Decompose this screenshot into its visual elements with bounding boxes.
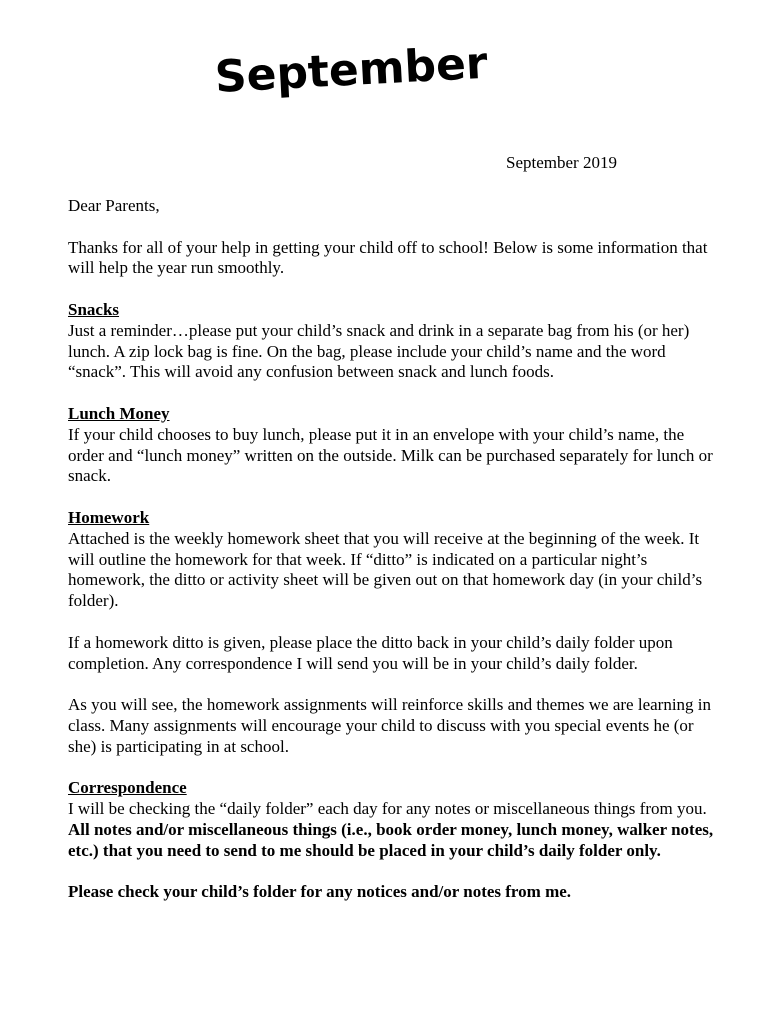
snacks-text: Just a reminder…please put your child’s snack and drink in a separate bag from his (or her) lunch. A zip lock bag is fine. On the bag, please include your child’s name and the word “snack”. This will avoid any confusion between snack and lunch foods. — [68, 320, 690, 382]
correspondence-text: I will be checking the “daily folder” each day for any notes or miscellaneous things from you. — [68, 799, 707, 819]
snacks-heading: Snacks — [68, 299, 120, 319]
september-banner-title: September — [213, 37, 489, 103]
homework-paragraph-2: If a homework ditto is given, please place the ditto back in your child’s daily folder upon completion. Any correspondence I will send you will be in your child’s daily folder. — [68, 632, 673, 673]
letter-date: September 2019 — [506, 153, 617, 172]
homework-paragraph-3: As you will see, the homework assignments will reinforce skills and themes we are learning in class. Many assignments will encourage your child to discuss with you special events he (or she) is participating in at school. — [68, 695, 712, 756]
letter-body — [68, 196, 718, 924]
correspondence-heading: Correspondence — [68, 778, 187, 798]
homework-heading: Homework — [68, 507, 150, 527]
homework-text: Attached is the weekly homework sheet that you will receive at the beginning of the week. It will outline the homework for that week. If “ditto” is indicated on a particular night’s homework, the ditto or activity sheet will be given out on that homework day (in your child’s folder). — [68, 528, 703, 611]
lunch-money-section — [68, 404, 718, 487]
greeting: Dear Parents, — [68, 196, 160, 215]
snacks-section — [68, 300, 718, 383]
lunch-money-text: If your child chooses to buy lunch, please put it in an envelope with your child’s name, the order and “lunch money” written on the outside. Milk can be purchased separately for lunch or snack. — [68, 424, 713, 486]
correspondence-bold-text: All notes and/or miscellaneous things (i.e., book order money, lunch money, walker notes, etc.) that you need to send to me should be placed in your child’s daily folder only. — [68, 819, 714, 860]
correspondence-section — [68, 778, 718, 861]
homework-section — [68, 508, 718, 612]
lunch-money-heading: Lunch Money — [68, 403, 170, 423]
intro-paragraph: Thanks for all of your help in getting your child off to school! Below is some information that will help the year run smoothly. — [68, 237, 708, 278]
closing-note: Please check your child’s folder for any notices and/or notes from me. — [68, 882, 572, 902]
